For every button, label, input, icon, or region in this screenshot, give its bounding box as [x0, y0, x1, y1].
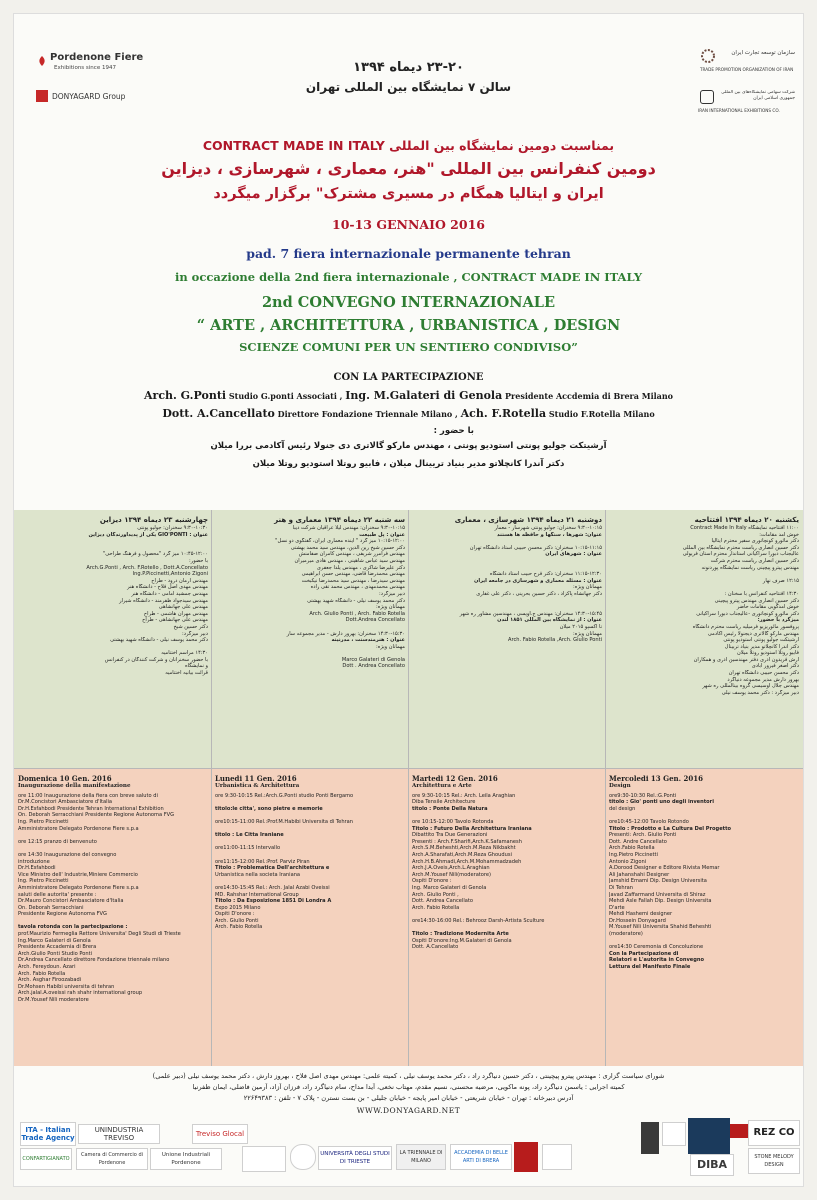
it-day-lunedi	[215, 774, 405, 1062]
program-line: مهندس مارکو گالاتری دیجنولا رئیس آکادمی	[707, 630, 799, 637]
program-line: ore11:15-12:00 Rel.:Prof. Parviz Piran	[215, 858, 310, 865]
program-line: Ing. Pietro Piccinetti	[18, 878, 69, 885]
program-line: Titolo : Da Esposizione 1851 Di Londra A	[215, 898, 332, 905]
program-line: ۱۴:۳۰-۱۵:۴۵ سخنران: مهندس ج.اویسی ، مهندسین مشاور ره شهر	[459, 610, 602, 617]
program-line: عنوان : مسئله معماری و شهرسازی در جامعه ایران	[473, 577, 602, 584]
program-line: A.Dorood Designer e Editore Rivista Memar	[609, 865, 720, 872]
title-fa-line1: بمناسبت دومین نمایشگاه بین المللی CONTRACT MADE IN ITALY	[202, 138, 615, 153]
program-line: با حضور سخنرانان و شرکت کنندگان در کنفرانس	[104, 656, 208, 663]
fa-day-tuesday	[215, 516, 405, 764]
program-line: خوش آمد مقامات:	[759, 531, 799, 538]
sponsor-mark-6-logo	[290, 1144, 316, 1170]
program-line: مهندس فرامرز شریفی ، مهندس کامران صفامنش	[298, 551, 405, 558]
sponsor-ita-logo: ITA - Italian Trade Agency	[20, 1122, 76, 1146]
program-line: خوش آمدگویی مقامات حاضر	[736, 604, 799, 611]
program-line: ore10:45-12:00 Tavolo Rotondo	[609, 818, 689, 825]
program-line: Arch.G.Ponti , Arch. F.Rotello , Dott.A.Concellato	[86, 564, 208, 571]
program-line: Ali Jahanshahi Designer	[609, 871, 670, 878]
program-line: دکتر حسین شیخ	[173, 623, 208, 630]
program-line: ۱۴:۳۰-۱۵:۳۰ سخنران: بهروز دارش - مدیر مجموعه ساز	[286, 630, 405, 637]
program-line: ore 9:30-10:15 Rel.:Arch.G.Ponti studio Ponti Bergamo	[215, 792, 354, 799]
fa-day-title: یکشنبه ۲۰ دیماه ۱۳۹۴ افتتاحیه	[694, 516, 799, 524]
program-line: Mehdi Asle Fallah Dip. Design Universita	[609, 898, 712, 905]
program-line: عنوان : GIO'PONTI یکی از پدیدآورندگان دیزاین	[88, 531, 208, 538]
program-line	[412, 924, 602, 931]
program-line: دکتر مائورو کونچاتوری سفیر محترم ایتالیا	[711, 538, 799, 545]
program-line: عنوان: شهرها ، سنگها و حافظه ها هستند	[497, 531, 602, 538]
program-line: Ing. Pietro Piccinetti	[18, 818, 69, 825]
program-line	[412, 598, 602, 605]
program-line: del design	[609, 805, 636, 812]
program-line: Arch.A.Sharafati,Arch.M.Reza Ghoudusi	[412, 851, 512, 858]
sponsor-rezco-logo: REZ CO	[748, 1120, 800, 1146]
it-day-subtitle: Design	[609, 783, 631, 789]
sponsor-trieste-logo: UNIVERSITÀ DEGLI STUDI DI TRIESTE	[318, 1146, 392, 1170]
participants-line2	[34, 407, 783, 420]
program-line: مهندس محمدمهدی ، مهندس محمد تقی زاده	[310, 584, 405, 591]
program-line: Lettura del Manifesto Finale	[609, 964, 691, 971]
fa-day-wednesday	[18, 516, 208, 764]
sponsor-unindustria-logo: UNINDUSTRIA TREVISO	[78, 1124, 160, 1144]
participants-fa-with: با حضور :	[433, 426, 474, 436]
program-line: Arch. Asghar Firoozabadi	[18, 977, 82, 984]
program-line: مهندس پیترو پیچینی ریاست نمایشگاه پوردنونه	[701, 564, 799, 571]
program-line: دکتر علیرضا شاکری ، مهندس یلدا جعفری	[316, 564, 405, 571]
program-line: Mehdi Hashemi designer	[609, 911, 673, 918]
sponsor-mark-4-logo	[730, 1124, 750, 1138]
program-line: Ing.Marco Galateri di Genola	[18, 937, 91, 944]
sponsor-stone-melody-logo: STONE MELODY DESIGN	[748, 1148, 800, 1174]
program-line: آرش فریدون آذری دفتر مهندسین آذری و همکاران	[693, 656, 799, 663]
program-line	[18, 832, 208, 839]
it-day-lines	[609, 793, 799, 971]
program-line: مهمانان ویژه:	[376, 604, 405, 611]
program-line: Dibattito Tra Due Generazioni	[412, 832, 488, 839]
participant-ponti-role: Studio G.ponti Associati ,	[226, 391, 346, 401]
participant-galateri-role: Presidente Accdemia di Brera Milano	[502, 391, 673, 401]
program-line: Ing. Marco Galateri di Genola	[412, 884, 487, 891]
program-line: ۹:۳۰-۱۰:۱۵ سخنران: مهندس لیلا عراقیان شرکت دیبا	[292, 525, 405, 531]
it-day-mercoledi	[609, 774, 799, 1062]
program-line	[412, 538, 602, 545]
program-line: Arch.M.Yousef Nili(moderatore)	[412, 871, 492, 878]
participant-rotella: Ach. F.Rotella	[460, 407, 547, 420]
pordenone-flame-icon	[36, 55, 48, 67]
program-line: Arch.S.M.Beheshti,Arch.M.Reza Nikbakht	[412, 845, 516, 852]
participant-cancellato-role: Direttore Fondazione Triennale Milano ,	[274, 409, 461, 419]
sponsor-camera-commercio-logo: Camera di Commercio di Pordenone	[76, 1148, 148, 1170]
program-line: Arch.Fabio Rotella	[609, 845, 655, 852]
program-line	[609, 938, 799, 945]
program-line: Ing.Pietro Piccinetti	[609, 851, 658, 858]
program-line	[609, 812, 799, 819]
program-line: دکتر حسین انصاری ریاست محترم شرکت	[710, 557, 799, 564]
program-line: میزگرد با حضور:	[757, 617, 799, 624]
program-line: Arch. Giulio Ponti , Arch. Fabio Rotella	[309, 610, 405, 617]
program-line: مهمانان ویژه:	[573, 584, 602, 591]
program-line	[18, 644, 208, 651]
program-line: Arch. Giulio Ponti	[215, 917, 259, 924]
program-line: دبیر میزگرد:	[182, 630, 208, 637]
program-line: ore 10:15-12:00 Tavolo Rotonda	[412, 818, 494, 825]
program-line: Dr.M.Yousef Nili moderatore	[18, 997, 89, 1003]
program-line: Ospiti D'onore :	[215, 911, 255, 918]
program-line	[609, 571, 799, 578]
program-line: introduzione	[18, 858, 50, 865]
it-day-martedi	[412, 774, 602, 1062]
program-line: M.Yousef Nili Universita Shahid Beheshti	[609, 924, 712, 931]
program-line: دبیر میزگرد : دکتر محمد یوسف نیلی	[721, 689, 799, 696]
program-line: Arch. Fabio Rotella ,Arch. Giulio Ponti	[508, 637, 602, 644]
program-line	[215, 878, 405, 885]
program-line: مهندس جلال اوسیسی گروه بینالمللی ره شهر	[702, 683, 799, 690]
program-line	[215, 852, 405, 859]
program-line: On. Deborah Serracchiani	[18, 904, 84, 911]
iiec-logo-icon	[700, 90, 714, 104]
program-line: فابیو روتلا استودیو روتلا میلان	[736, 650, 799, 657]
sponsor-unione-industriali-logo: Unione Industriali Pordenone	[150, 1148, 222, 1170]
program-line: مهندس مهدی اصل فلاح - دانشگاه هنر	[127, 584, 208, 591]
program-line: Dott. Andrea Cancellato	[412, 898, 473, 905]
program-line: عالیجناب دبورا سراکیانی استاندار محترم استان فریولی	[682, 551, 799, 558]
program-line: Dr.Mauro Concistori Ambasciatore d'Italia	[18, 898, 124, 905]
program-line: ore 14:30 Inaugurazione del convegno	[18, 851, 117, 858]
program-line: دکتر حسین انصاری مهندس پیترو پیچینی	[714, 597, 799, 604]
participant-galateri: Ing. M.Galateri di Genola	[345, 389, 503, 402]
sponsor-brera-logo: ACCADEMIA DI BELLE ARTI DI BRERA	[450, 1144, 512, 1170]
program-line: titolo : Ponte Della Natura	[412, 805, 488, 812]
pordenone-tagline: Exhibitions since 1947	[54, 65, 116, 71]
program-line: Arch. Fabio Rotella	[412, 904, 460, 911]
program-line: مهندس سیدجواد ظفرمند - دانشگاه شیراز	[119, 597, 208, 604]
program-line	[412, 911, 602, 918]
sponsor-mark-8-logo	[542, 1144, 572, 1170]
program-line: مهندس علی جهانشاهی	[158, 604, 208, 611]
participant-cancellato: Dott. A.Cancellato	[162, 407, 275, 420]
it-day-title: Domenica 10 Gen. 2016	[18, 774, 112, 783]
program-line	[215, 799, 405, 806]
pordenone-fiere-logo	[36, 52, 48, 64]
program-line: D'arte	[609, 904, 625, 911]
title-theme: “ ARTE , ARCHITETTURA , URBANISTICA , DESIGN	[196, 317, 621, 334]
program-line: بهروز دارش مدیر مجموعه دنیاگرد	[727, 676, 799, 683]
fa-day-title: سه شنبه ۲۲ دیماه ۱۳۹۴ معماری و هنر	[274, 516, 405, 524]
program-line: ۹:۳۰-۱۰:۱۵ سخنران: جولیو پونتی شهرساز - معمار	[494, 525, 602, 531]
footer-fa-line1: شورای سیاست گزاری : مهندس پیترو پیچینتی ، دکتر حسین دنیاگرد راد ، دکتر محمد یوسف نیلی ، کمیته علمی: مهندس مهدی اصل فلاح ، بهروز دارش ، دکتر محمد یوسف نیلی (دبیر علمی)	[152, 1072, 665, 1080]
program-line: ۱۱:۰۰ افتتاحیه نمایشگاه Contract Made In Italy	[690, 525, 799, 531]
program-line: Dr.M.Concistori Ambasciatore d'Italia	[18, 799, 113, 806]
program-line: Arch.jalal.A.oveissi rah shahr international group	[18, 990, 143, 997]
pordenone-brand: Pordenone Fiere	[50, 52, 144, 63]
program-line: دبیر میزگرد:	[379, 590, 405, 597]
program-line: On. Deborah Serracchiani Presidente Regione Autonoma FVG	[18, 812, 175, 819]
program-line: titolo : Gio' ponti uno degli inventori	[609, 799, 714, 806]
title-fa-line2: دومین کنفرانس بین المللی "هنر، معماری ، شهرسازی ، دیزاین	[161, 159, 656, 178]
program-line: عنوان : از نمایشگاه بین المللی ۱۸۵۱ لندن	[497, 617, 602, 624]
program-line: Marco Galateri di Genola	[341, 656, 405, 663]
program-line: Javad Zaffarmand Universita di Shiraz	[609, 891, 706, 898]
program-line: مهندس آرمان درود - طراح	[151, 577, 208, 584]
it-day-title: Mercoledi 13 Gen. 2016	[609, 774, 703, 783]
poster	[14, 14, 803, 1186]
program-line	[18, 538, 208, 545]
program-line: Dr.Hossein Donyagard	[609, 917, 666, 924]
program-line: Dr.H.Esfahbodi Presidente Tehran International Exhibition	[18, 805, 164, 812]
iiec-name-fa: شرکت سهامی نمایشگاه‌های بین المللی جمهوری اسلامی ایران	[721, 90, 795, 101]
program-line: Titolo : Problematica Dell'architettura e	[215, 865, 330, 872]
sponsor-mark-2-logo	[662, 1122, 686, 1146]
program-line: Amministratore Delegato Pordenone Fiere s.p.a	[18, 825, 139, 832]
program-line	[18, 545, 208, 552]
program-line: Antonio Zigoni	[609, 858, 647, 865]
program-line: ore14:30-15:45 Rel.: Arch. Jalal Azabi Oveissi	[215, 884, 330, 891]
program-line: مهمانان ویژه:	[573, 630, 602, 637]
program-line: ore 11:00 Inaugurazione della fiera con breve saluto di	[18, 792, 158, 799]
program-line: Arch.Giulio Ponti Studio Ponti	[18, 950, 93, 957]
title-pad: pad. 7 fiera internazionale permanente tehran	[246, 246, 571, 261]
program-line: Amministratore Delegato Pordenone Fiere s.p.a	[18, 884, 139, 891]
program-line: عنوان : پل طبیعت	[359, 531, 405, 538]
sponsor-confartigianato-logo: CONFARTIGIANATO	[20, 1148, 72, 1170]
program-line: ore10:15-11:00 Rel.:Prof.M.Habibi Universita di Tehran	[215, 818, 353, 825]
program-line: MD. Rahshar International Group	[215, 891, 299, 898]
program-line: Titolo : Futuro Della Architettura Iraniana	[412, 825, 532, 832]
program-line: مهمانان ویژه:	[376, 643, 405, 650]
it-day-subtitle: Inaugurazione della manifestazione	[18, 783, 131, 789]
program-line: ۱۱:۱۵-۱۲:۳۰ سخنران: دکتر فرح حبیب استاد دانشگاه	[489, 571, 602, 578]
program-line: tavola rotonda con la partecipazione :	[18, 924, 128, 931]
participant-ponti: Arch. G.Ponti	[144, 389, 227, 402]
sponsor-treviso-logo: Treviso Glocal	[192, 1124, 248, 1144]
header-hall-fa: سالن ۷ نمایشگاه بین المللی تهران	[305, 80, 512, 94]
program-line: ۱۰:۴۵-۱۲:۰۰ میز گرد "محصول و فرهنگ طراحی"	[102, 551, 208, 558]
program-line: مهندس علی جهانشاهی - طراح	[142, 617, 208, 624]
program-line: ore11:00-11:15 Intervallo	[215, 845, 281, 852]
program-line: Arch. Fabio Rotella	[215, 924, 263, 931]
footer-website[interactable]: WWW.DONYAGARD.NET	[356, 1106, 461, 1115]
sponsor-mark-3-logo	[688, 1118, 730, 1154]
program-line: Presidente Regione Autonoma FVG	[18, 911, 107, 918]
tpo-name-fa: سازمان توسعه تجارت ایران	[731, 50, 795, 56]
program-line	[215, 839, 405, 846]
program-line	[18, 918, 208, 925]
program-line: عنوان : شهرهای ایران	[545, 551, 602, 558]
donyagard-brand: DONYAGARD Group	[52, 92, 126, 101]
program-line: دکتر جهانشاه پاکزاد ، دکتر حسین بحرینی ، دکتر علی غفاری	[476, 590, 602, 597]
program-line	[412, 565, 602, 572]
program-line	[215, 624, 405, 631]
fa-day-lines	[412, 525, 602, 644]
it-day-subtitle: Urbanistica & Architettura	[215, 783, 300, 789]
program-line: Dr.Mohsen Habibi universita di tehran	[18, 983, 115, 990]
program-line: مهندس سیدرضا ، مهندس سید محمدرضا نیکبخت	[301, 577, 405, 584]
program-line: مهندس سید عباس شاهینی ، مهندس هادی میرمیران	[294, 557, 405, 564]
program-line: ۱۰:۱۵-۱۱:۱۵ سخنران: دکتر محسن حبیبی استاد دانشگاه تهران	[469, 544, 602, 551]
title-dates: 10-13 GENNAIO 2016	[332, 217, 485, 232]
participants-line1	[34, 389, 783, 402]
title-occasion: in occazione della 2nd fiera internazionale , CONTRACT MADE IN ITALY	[174, 270, 643, 284]
program-line	[215, 826, 405, 833]
program-line: prof.Maurizio Fermeglia Rettore Universita' Degli Studi di Trieste	[18, 931, 181, 938]
program-line: ۱۰:۱۵-۱۲:۰۰ میز گرد " آینده معماری ایران، گفتگوی دو نسل"	[275, 538, 405, 545]
it-day-domenica	[18, 774, 208, 1062]
it-day-title: Martedi 12 Gen. 2016	[412, 774, 498, 783]
program-line: دکتر محمد یوسف نیلی - دانشگاه شهید بهشتی	[110, 637, 208, 644]
program-line: ۱۲:۱۵ صرف نهار	[762, 577, 799, 584]
participants-fa-line1: آرشیتکت جولیو پونتی استودیو پونتی ، مهندس مارکو گالاتری دی جنولا رئیس آکادمی بررا میلان	[210, 441, 607, 451]
program-line: saluti delle autorita' presente :	[18, 891, 97, 898]
program-line: Titolo : Prodotto e La Cultura Del Progetto	[609, 825, 732, 832]
program-line: Vice Ministro dell' Industrie,Miniere Commercio	[18, 871, 138, 878]
program-line: Relatori e L'autorita in Convegno	[609, 957, 705, 964]
title-fa-line3: ایران و ایتالیا همگام در مسیری مشترک" برگزار میگردد	[213, 186, 604, 202]
footer-fa-line3: آدرس دبیرخانه : تهران - خیابان شریعتی - خیابان امیر پایجه - خیابان جلیلی - بن بست نسترن - پلاک ۷ - تلفن : ۲۲۶۴۹۳۸۳	[243, 1094, 574, 1102]
program-line: ۱۴:۳۰ افتتاحیه کنفرانس با سخنان :	[724, 590, 799, 597]
title-subtheme: SCIENZE COMUNI PER UN SENTIERO CONDIVISO”	[239, 340, 578, 354]
tpo-logo-icon	[700, 48, 716, 64]
program-line: Arch. Fabio Rotella	[18, 970, 66, 977]
fa-day-lines	[18, 525, 208, 677]
program-line: دکتر مائورو کونچاتوری -عالیجناب دبورا سراکیانی	[696, 610, 799, 617]
iiec-name-en: IRAN INTERNATIONAL EXHIBITIONS CO.	[698, 108, 780, 113]
header-date-fa: ۲۳-۲۰ دیماه ۱۳۹۴	[353, 60, 464, 75]
program-line: titolo:le citta', sono pietre e memorie	[215, 805, 323, 812]
program-line	[412, 558, 602, 565]
program-line	[412, 812, 602, 819]
program-line: دکتر محمد یوسف نیلی - دانشگاه شهید بهشتی	[307, 597, 405, 604]
it-day-lines	[18, 793, 208, 1004]
program-line: ore 12:15 pranzo di benvenuto	[18, 838, 97, 845]
program-line: Presenti: Arch. Giulio Ponti	[609, 832, 677, 839]
program-line: titolo : Le Citta Iraniane	[215, 832, 284, 839]
fa-day-title: چهارشنبه ۲۳ دیماه ۱۳۹۴ دیزاین	[99, 516, 208, 524]
program-line: Jamshid Emami Dip. Design Universita	[609, 878, 707, 885]
sponsor-mark-7-logo	[514, 1142, 538, 1172]
participants-heading: CON LA PARTECIPAZIONE	[333, 372, 484, 383]
participant-rotella-role: Studio F.Rotella Milano	[546, 409, 655, 419]
program-line: ۱۴:۳۰ مراسم اختتامیه	[161, 650, 208, 657]
program-line: Ospiti D'onore:Ing.M.Galateri di Genola	[412, 937, 512, 944]
title-convegno: 2nd CONVEGNO INTERNAZIONALE	[261, 294, 556, 311]
program-line: مهندس محمدرضا قاضی، مهندس حسن ابراهیمی	[301, 571, 405, 578]
program-line: دکتر حسین انصاری ریاست محترم نمایشگاه بین المللی	[682, 544, 799, 551]
program-line: مهندس جمشید امامی - دانشگاه هنر	[131, 590, 208, 597]
fa-day-monday	[412, 516, 602, 764]
program-line: Ing.P.Piccinetti,Antonio Zigoni	[132, 571, 208, 578]
program-line	[215, 650, 405, 657]
fa-day-title: دوشنبه ۲۱ دیماه ۱۳۹۴ شهرسازی ، معماری	[454, 516, 602, 524]
footer-fa-line2: کمیته اجرایی : یاسمن دنیاگرد راد، پونه ماکویی، مرضیه محسنی، نسیم مقدم، مهتاب نخعی، آیدا مداح، سام دنیاگرد راد، فرزان آزاد، آرمین فاضلی، ایمان ظفرنیا	[192, 1083, 625, 1091]
sponsor-mark-5-logo	[242, 1146, 286, 1172]
program-line: Di Tehran	[609, 884, 634, 891]
program-line: دکتر حسین شیخ زین الدین، مهندس سید محمد بهشتی	[290, 544, 405, 551]
program-line: ore14:30 Ceremonia di Concoluzione	[609, 944, 704, 951]
tpo-name-en: TRADE PROMOTION ORGANIZATION OF IRAN	[700, 67, 794, 72]
fa-day-lines	[215, 525, 405, 670]
program-line: (moderatore)	[609, 931, 643, 938]
program-line: ore14:30-16:00 Rel.: Behrooz Darsh-Artista Sculture	[412, 917, 545, 924]
it-day-lines	[412, 793, 602, 951]
program-line: پروفسور مائوریزیو فرمیلیه ریاست محترم دانشگاه	[692, 623, 799, 630]
fa-day-sunday	[609, 516, 799, 764]
program-line: Presidente Accademia di Brera	[18, 944, 97, 951]
donyagard-logo	[36, 90, 48, 102]
program-line: Arch.J.A.Oveis,Arch.L.Araghian	[412, 865, 490, 872]
program-line: ۹:۳۰-۱۰:۳۰ سخنران: جولیو پونتی	[137, 525, 208, 531]
it-day-lines	[215, 793, 405, 931]
program-line	[18, 845, 208, 852]
program-line: تا اکسپو ۲۰۱۵ میلان	[559, 623, 602, 630]
program-line: Dott. A.Cancellato	[412, 944, 459, 951]
program-line: Arch. Giulio Ponti ,	[412, 891, 459, 898]
program-line: دکتر اصغر فیروز آبادی	[751, 663, 799, 670]
it-day-title: Lunedi 11 Gen. 2016	[215, 774, 297, 783]
program-line: Dott . Andrea Concellato	[342, 663, 405, 670]
sponsor-mark-1-logo	[641, 1122, 659, 1154]
program-line: دکتر محسن حبیبی دانشگاه تهران	[728, 670, 799, 677]
it-day-subtitle: Architettura e Arte	[412, 783, 472, 789]
program-line: Titolo : Tradizione Modernita Arte	[412, 931, 509, 938]
program-line: ore 9:30-10:15 Rel.: Arch. Leila Araghian	[412, 792, 516, 799]
program-line: Dott.Andrea Concellato	[345, 617, 405, 624]
program-line: Arch.H.B.Ahmadi,Arch.M.Mohammadzadeh	[412, 858, 522, 865]
program-line: Dr.H.Esfahbodi	[18, 865, 56, 872]
program-line: عنوان : هنرمندسنت ، مدرنیته	[331, 637, 405, 644]
program-line: آرشیتکت جولیو پونتی استودیو پونتی	[723, 637, 799, 644]
program-line: با حضور:	[189, 557, 208, 564]
program-line: دکتر آندرا کانچلاتو مدیر بنیاد تریینال	[724, 643, 799, 650]
program-line: Dott. Andre Cancellato	[609, 838, 667, 845]
program-line: Expo 2015 Milano	[215, 904, 261, 911]
program-line: Diba Tensile Architecture	[412, 799, 476, 806]
program-line: Ospiti D'onore :	[412, 878, 452, 885]
fa-day-lines	[609, 525, 799, 696]
program-line: Dr.Andrea Cancellato direttore Fondazione triennale milano	[18, 957, 170, 964]
program-line	[609, 584, 799, 591]
program-line: Con la Partecipazione di	[609, 950, 679, 957]
program-line: Arch. Fereydoun. Azari	[18, 964, 76, 971]
participants-fa-line2: دکتر آندرا کانچلاتو مدیر بنیاد تریینال میلان ، فابیو روتلا استودیو روتلا میلان	[252, 459, 565, 469]
program-line: مهندس مهران هاشمی - طراح	[143, 610, 208, 617]
program-line: قرائت بیانیه اختتامیه	[165, 670, 208, 677]
program-line	[412, 604, 602, 611]
program-line: و نمایشگاه	[185, 663, 208, 670]
sponsor-diba-logo: DIBA	[690, 1154, 734, 1176]
sponsor-triennale-logo: LA TRIENNALE DI MILANO	[396, 1144, 446, 1170]
program-line: Urbanistica nella societa Iraniana	[215, 871, 301, 878]
program-line: ore9:30-10:30 Rel.:G.Ponti	[609, 792, 677, 799]
program-line	[215, 812, 405, 819]
program-line: Presenti : Arch.F.Sharifi,Arch.K.Safamanesh	[412, 838, 522, 845]
